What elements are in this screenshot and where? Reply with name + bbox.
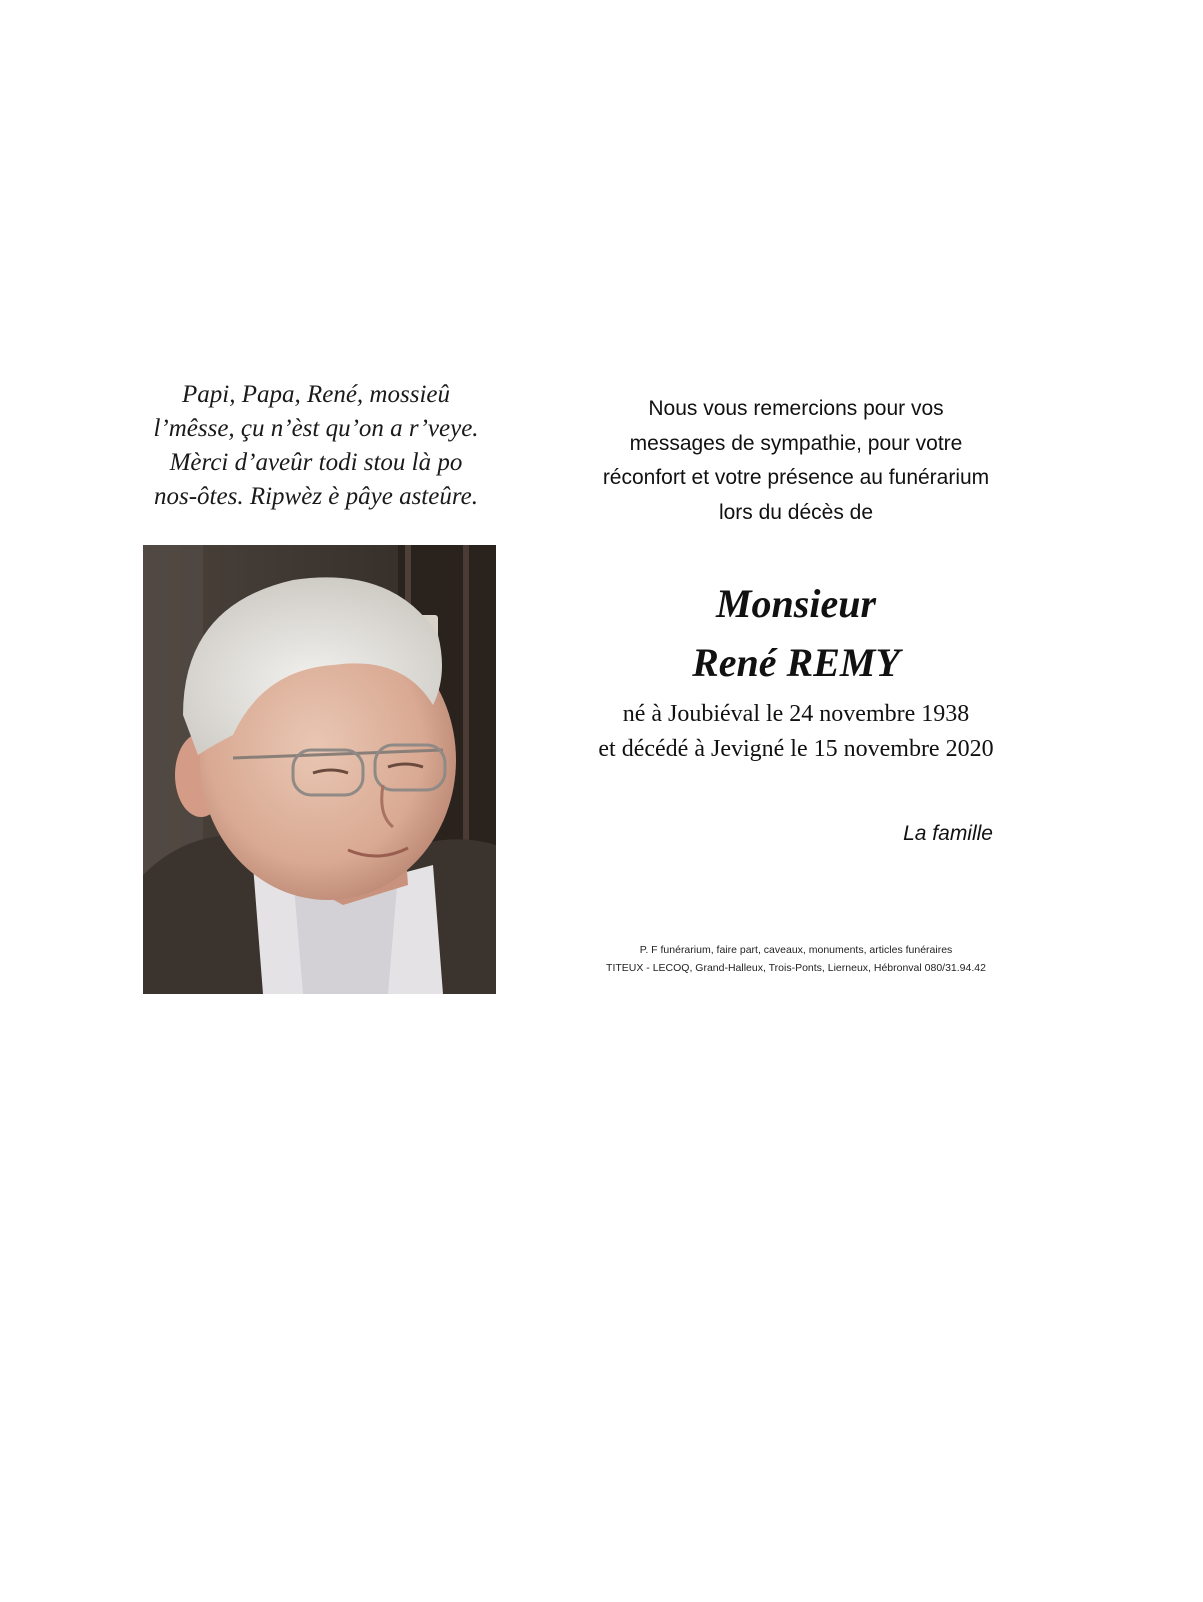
footer-line-2: TITEUX - LECOQ, Grand-Halleux, Trois-Ponts, Lierneux, Hébronval 080/31.94.42 (606, 962, 986, 974)
family-signature: La famille (903, 822, 993, 845)
thank-you-message (566, 392, 1026, 530)
poem-line: Papi, Papa, René, mossieû (181, 381, 450, 408)
poem-line: Mèrci d’aveûr todi stou là po (169, 449, 463, 476)
deceased-title: Monsieur (715, 581, 877, 626)
death-line: et décédé à Jevigné le 15 novembre 2020 (598, 736, 994, 762)
deceased-name: René REMY (692, 640, 900, 685)
thanks-line: réconfort et votre présence au funérarium (602, 466, 990, 489)
birth-line: né à Joubiéval le 24 novembre 1938 (622, 701, 970, 727)
funeral-home-footer (566, 941, 1026, 977)
thanks-line: Nous vous remercions pour vos (648, 397, 944, 420)
life-dates (566, 697, 1026, 767)
poem-line: l’mêsse, çu n’èst qu’on a r’veye. (153, 415, 479, 442)
portrait-photo (143, 545, 496, 994)
thanks-line: messages de sympathie, pour votre (629, 431, 963, 455)
deceased-name-block (566, 574, 1026, 692)
thanks-line: lors du décès de (718, 500, 874, 524)
footer-line-1: P. F funérarium, faire part, caveaux, monuments, articles funéraires (639, 944, 953, 956)
poem-line: nos-ôtes. Ripwèz è pâye asteûre. (154, 483, 478, 510)
memorial-poem (120, 378, 512, 514)
